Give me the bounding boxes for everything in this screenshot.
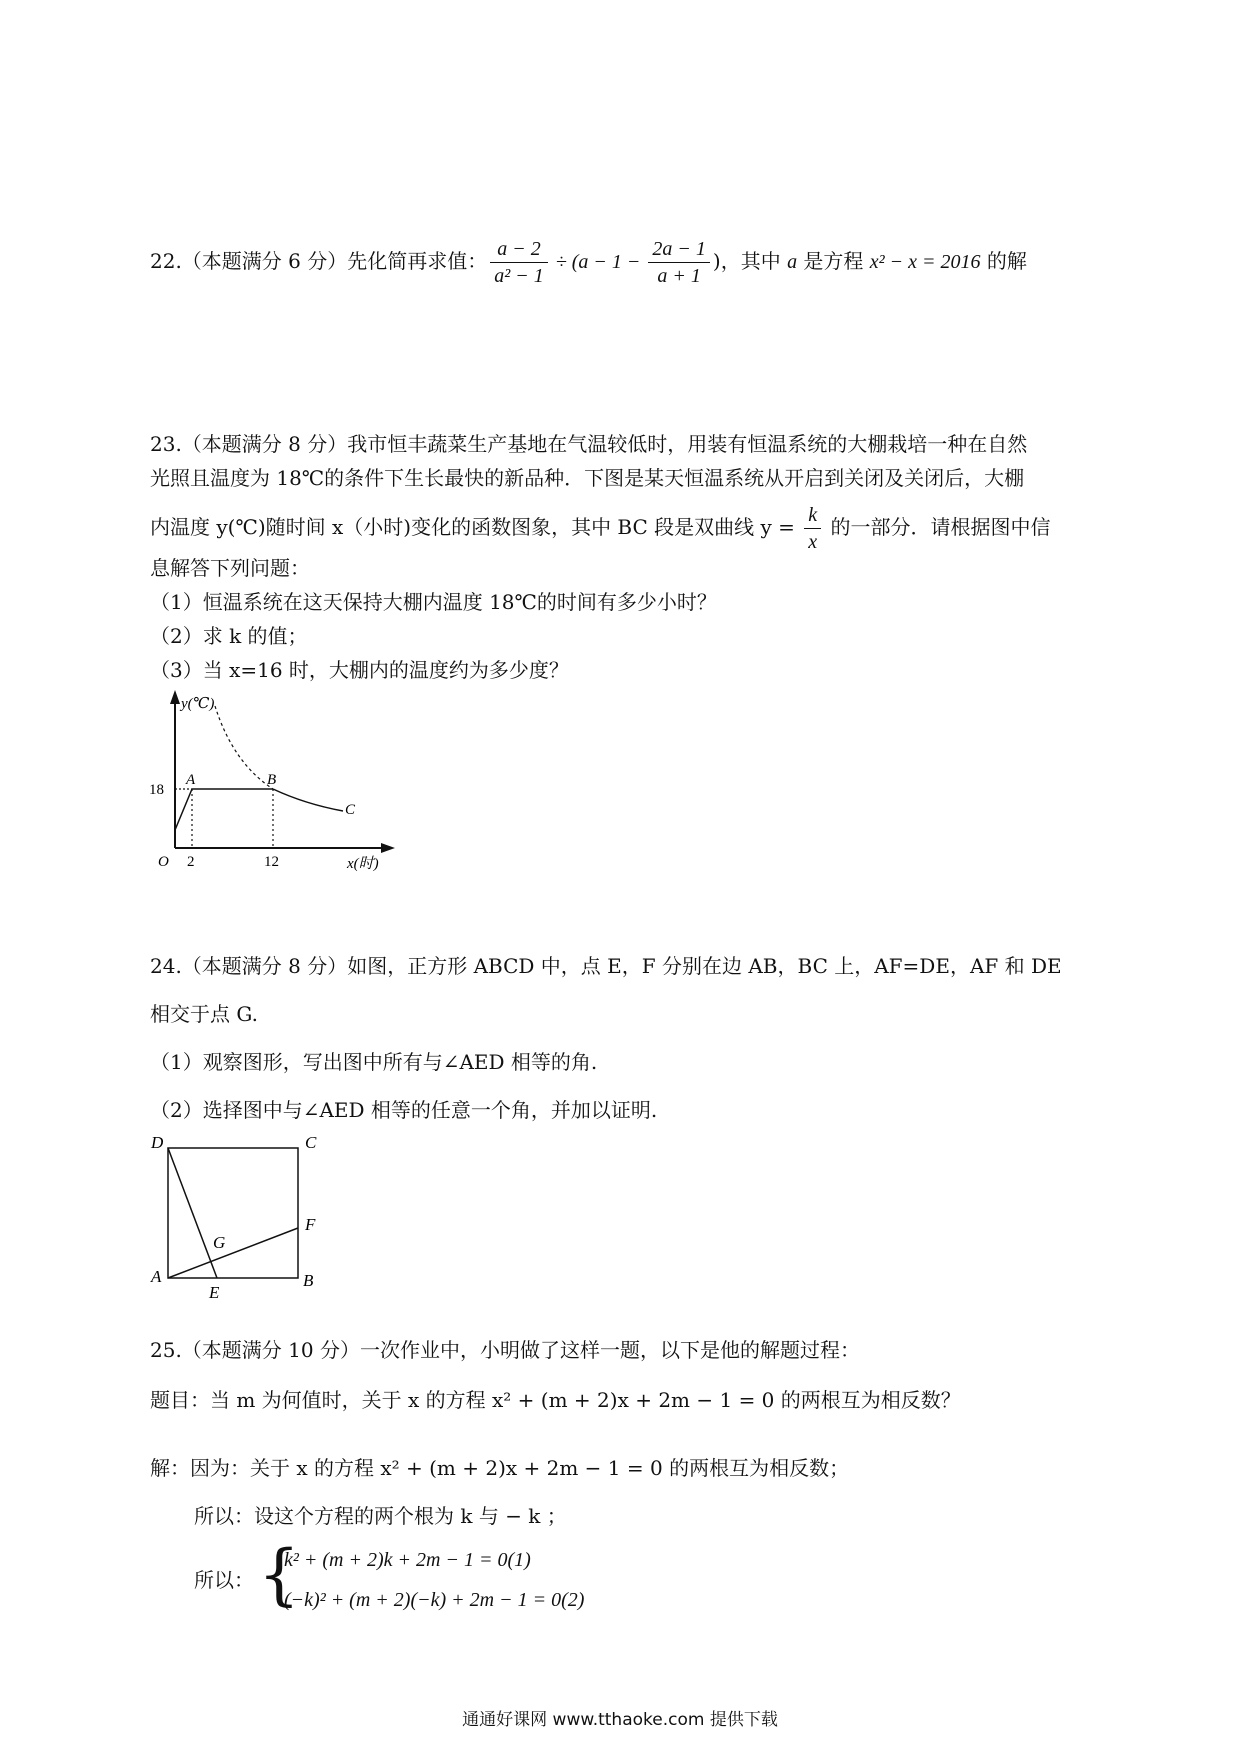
segment-af — [168, 1228, 298, 1278]
q25-line-1: 25.（本题满分 10 分）一次作业中，小明做了这样一题，以下是他的解题过程： — [150, 1338, 860, 1362]
q25-sol-3-label: 所以： — [194, 1568, 254, 1592]
q24-figure — [145, 1130, 335, 1300]
q22-fraction-1 — [490, 236, 548, 289]
graph-tick-2: 2 — [187, 854, 195, 870]
q25-line-2: 题目：当 m 为何值时，关于 x 的方程 x² + (m + 2)x + 2m − 1 = 0 的两根互为相反数？ — [150, 1388, 961, 1412]
q23-line-3b: 的一部分．请根据图中信 — [824, 515, 1051, 539]
graph-tick-18: 18 — [149, 782, 164, 798]
square-abcd — [168, 1148, 298, 1278]
q22-suffix-var: a — [787, 251, 798, 273]
page-footer: 通通好课网 www.tthaoke.com 提供下载 — [462, 1710, 778, 1730]
label-b: B — [303, 1271, 314, 1290]
graph-point-b: B — [267, 772, 277, 788]
graph-x-arrow — [381, 843, 395, 853]
q23-line-4: 息解答下列问题： — [150, 556, 310, 580]
graph-point-c: C — [345, 802, 356, 818]
label-f: F — [305, 1215, 316, 1234]
q25-sol-2: 所以：设这个方程的两个根为 k 与 − k ； — [194, 1504, 567, 1528]
q23-line-1: 23.（本题满分 8 分）我市恒丰蔬菜生产基地在气温较低时，用装有恒温系统的大棚栽培一种在自然 — [150, 432, 1028, 456]
q22-f1-denominator: a² − 1 — [494, 265, 544, 287]
q23-fraction — [804, 502, 821, 555]
q22-suffix-b: 是方程 — [797, 249, 870, 273]
graph-origin: O — [158, 854, 169, 870]
q23-sub-2: （2）求 k 的值； — [150, 624, 308, 648]
q22-line — [150, 236, 1027, 289]
q22-suffix-a: )，其中 — [712, 249, 788, 273]
q22-f2-numerator: 2a − 1 — [648, 236, 710, 263]
graph-curve-bc — [273, 789, 343, 811]
graph-point-a: A — [186, 772, 196, 788]
q23-line-3a: 内温度 y(℃)随时间 x（小时)变化的函数图象，其中 BC 段是双曲线 y = — [150, 515, 802, 539]
q22-equation: x² − x = 2016 — [869, 251, 981, 273]
graph-y-label: y(℃) — [181, 696, 215, 712]
label-c: C — [305, 1133, 317, 1152]
graph-segment-oa — [175, 789, 192, 830]
q22-fraction-2 — [648, 236, 710, 289]
q22-suffix-c: 的解 — [980, 249, 1027, 273]
q23-sub-3: （3）当 x=16 时，大棚内的温度约为多少度？ — [150, 658, 569, 682]
label-g: G — [213, 1233, 226, 1252]
label-e: E — [209, 1283, 220, 1300]
q25-system-brace: { — [258, 1536, 300, 1613]
q25-sol-1: 解：因为：关于 x 的方程 x² + (m + 2)x + 2m − 1 = 0 的两根互为相反数； — [150, 1456, 850, 1480]
q22-f1-numerator: a − 2 — [490, 236, 548, 263]
q23-line-2: 光照且温度为 18℃的条件下生长最快的新品种．下图是某天恒温系统从开启到关闭及关闭后，大棚 — [150, 466, 1025, 490]
label-a: A — [151, 1267, 162, 1286]
q24-sub-2: （2）选择图中与∠AED 相等的任意一个角，并加以证明. — [150, 1098, 658, 1122]
q24-line-1: 24.（本题满分 8 分）如图，正方形 ABCD 中，点 E，F 分别在边 AB，BC 上，AF=DE，AF 和 DE — [150, 954, 1062, 978]
label-d: D — [151, 1133, 164, 1152]
q22-f2-denominator: a + 1 — [657, 265, 701, 287]
q22-prefix: 22.（本题满分 6 分）先化简再求值： — [150, 249, 488, 273]
graph-tick-12: 12 — [264, 854, 279, 870]
q25-system-eq-2: (−k)² + (m + 2)(−k) + 2m − 1 = 0(2) — [284, 1589, 585, 1611]
q22-mid: ÷ (a − 1 − — [550, 251, 646, 273]
q24-sub-1: （1）观察图形，写出图中所有与∠AED 相等的角. — [150, 1050, 598, 1074]
q24-line-2: 相交于点 G. — [150, 1002, 258, 1026]
q23-sub-1: （1）恒温系统在这天保持大棚内温度 18℃的时间有多少小时？ — [150, 590, 717, 614]
q23-graph — [145, 688, 405, 878]
graph-hyperbola-dashed — [215, 706, 273, 789]
q25-system-eq-1: k² + (m + 2)k + 2m − 1 = 0(1) — [284, 1549, 531, 1571]
graph-x-label: x(时) — [347, 856, 379, 872]
q23-line-3 — [150, 502, 1051, 555]
q23-frac-denominator: x — [808, 531, 818, 553]
graph-y-arrow — [170, 690, 180, 704]
q23-frac-numerator: k — [804, 502, 821, 529]
segment-de — [168, 1148, 217, 1278]
